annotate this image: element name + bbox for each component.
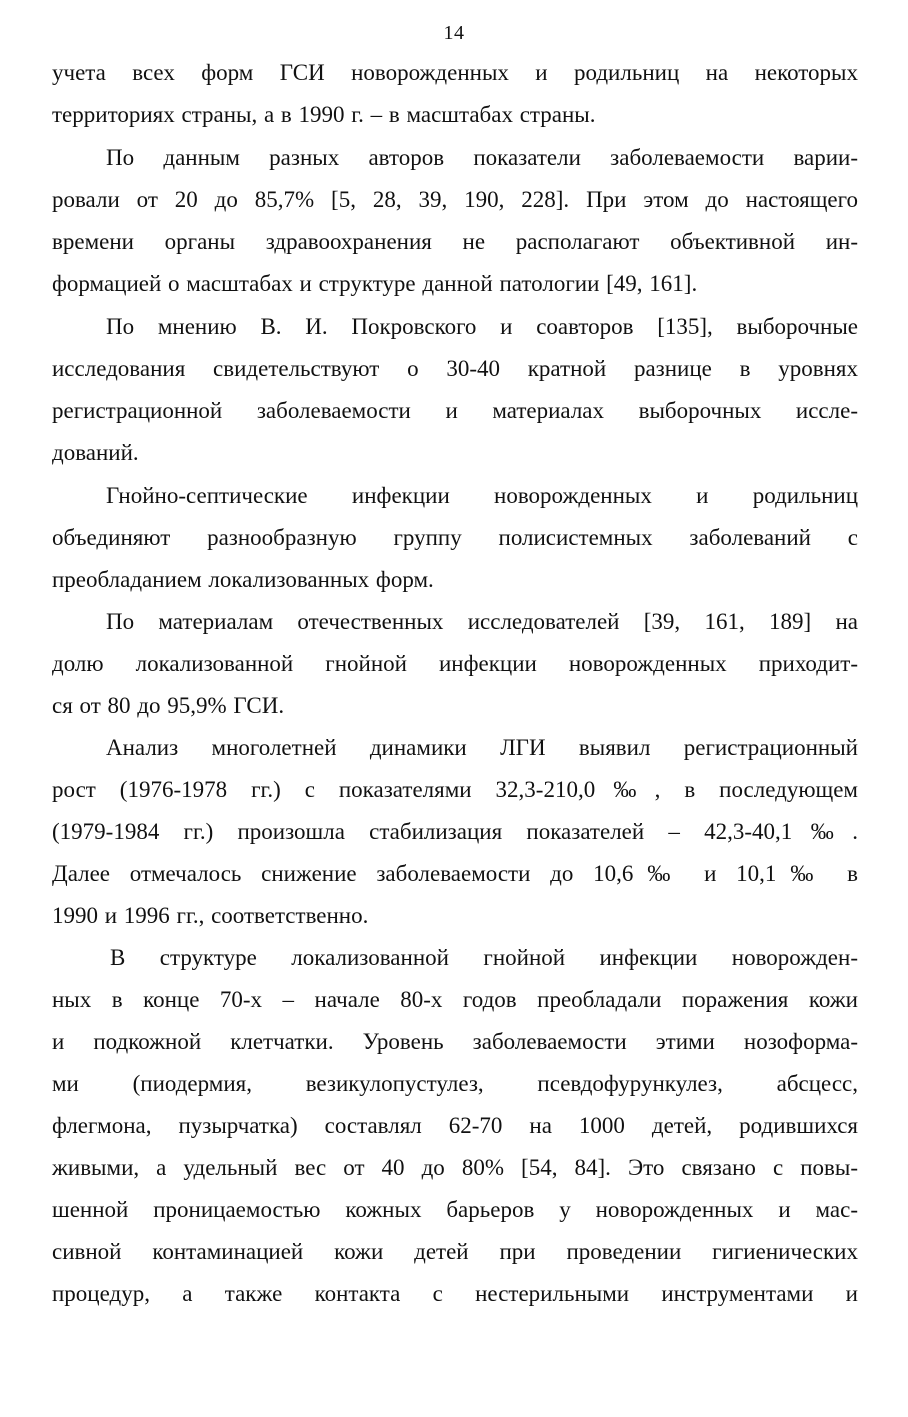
- text-line: Далее отмечалось снижение заболеваемости до 10,6‰ и 10,1‰ в: [52, 861, 858, 886]
- text-line: шенной проницаемостью кожных барьеров у новорожденных и мас-: [52, 1197, 858, 1222]
- text-line: преобладанием локализованных форм.: [52, 567, 434, 592]
- text-line: исследования свидетельствуют о 30-40 кратной разнице в уровнях: [52, 356, 858, 381]
- text-line: дований.: [52, 440, 139, 465]
- text-line: живыми, а удельный вес от 40 до 80% [54, 84]. Это связано с повы-: [52, 1155, 858, 1180]
- text-line: формацией о масштабах и структуре данной патологии [49, 161].: [52, 271, 698, 296]
- text-line: 1990 и 1996 гг., соответственно.: [52, 903, 369, 928]
- text-line: ровали от 20 до 85,7% [5, 28, 39, 190, 228]. При этом до настоящего: [52, 187, 858, 212]
- text-line: сивной контаминацией кожи детей при проведении гигиенических: [52, 1239, 858, 1264]
- text-line: ми (пиодермия, везикулопустулез, псевдофурункулез, абсцесс,: [52, 1071, 858, 1096]
- text-line: учета всех форм ГСИ новорожденных и родильниц на некоторых: [52, 60, 858, 85]
- page-number: 14: [443, 22, 465, 44]
- text-line: По данным разных авторов показатели заболеваемости варии-: [106, 145, 858, 170]
- text-line: В структуре локализованной гнойной инфекции новорожден-: [110, 945, 858, 970]
- text-line: По материалам отечественных исследователей [39, 161, 189] на: [106, 609, 858, 634]
- text-line: и подкожной клетчатки. Уровень заболеваемости этими нозоформа-: [52, 1029, 858, 1054]
- text-line: регистрационной заболеваемости и материалах выборочных иссле-: [52, 398, 858, 423]
- text-line: объединяют разнообразную группу полисистемных заболеваний с: [52, 525, 858, 550]
- text-line: Анализ многолетней динамики ЛГИ выявил регистрационный: [106, 735, 858, 760]
- text-line: времени органы здравоохранения не располагают объективной ин-: [52, 229, 858, 254]
- text-line: Гнойно-септические инфекции новорожденных и родильниц: [106, 483, 858, 508]
- text-line: территориях страны, а в 1990 г. – в масштабах страны.: [52, 102, 596, 127]
- text-line: ся от 80 до 95,9% ГСИ.: [52, 693, 285, 718]
- text-line: рост (1976-1978 гг.) с показателями 32,3-210,0‰, в последующем: [52, 777, 858, 802]
- text-line: ных в конце 70-х – начале 80-х годов преобладали поражения кожи: [52, 987, 858, 1012]
- text-line: По мнению В. И. Покровского и соавторов [135], выборочные: [106, 314, 858, 339]
- text-line: флегмона, пузырчатка) составлял 62-70 на 1000 детей, родившихся: [52, 1113, 858, 1138]
- text-line: (1979-1984 гг.) произошла стабилизация показателей – 42,3-40,1‰.: [52, 819, 858, 844]
- text-line: долю локализованной гнойной инфекции новорожденных приходит-: [52, 651, 858, 676]
- text-line: процедур, а также контакта с нестерильными инструментами и: [52, 1281, 858, 1306]
